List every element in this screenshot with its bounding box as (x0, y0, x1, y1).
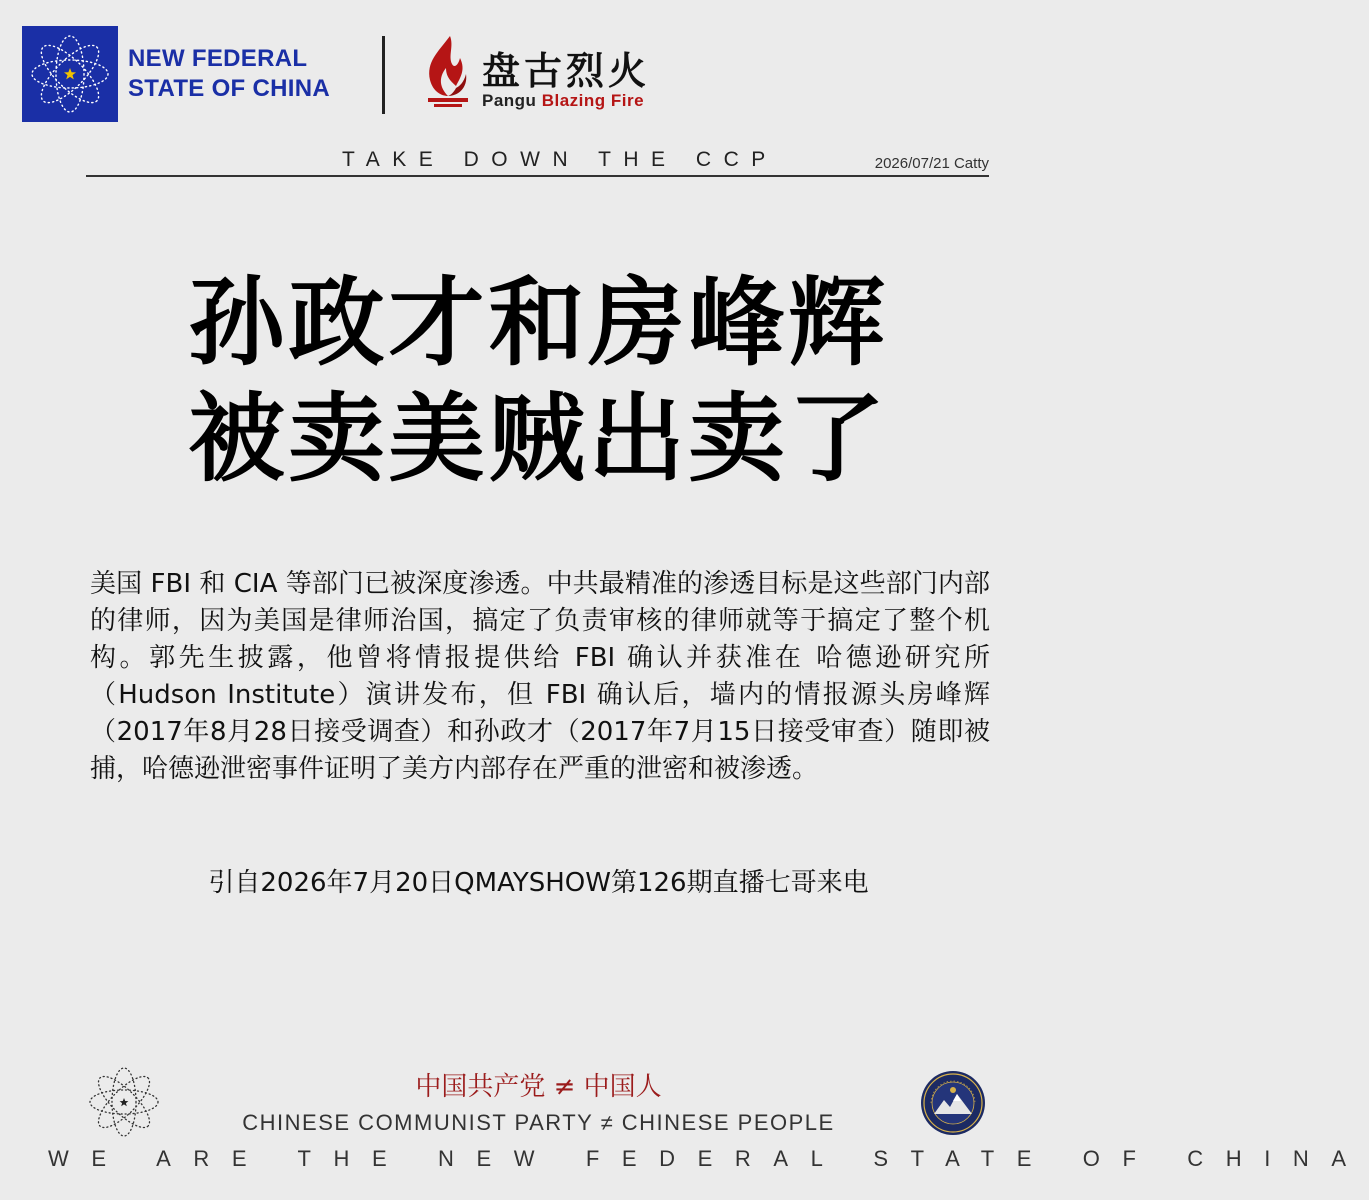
footer-slogan-cn: 中国共产党 ≠ 中国人 (415, 1072, 662, 1102)
body-paragraph: 美国 FBI 和 CIA 等部门已被深度渗透。中共最精准的渗透目标是这些部门内部的律师，因为美国是律师治国，搞定了负责审核的律师就等于搞定了整个机构。郭先生披露，他曾将情报提供给 FBI 确认并获准在 哈德逊研究所（Hudson Institute）演讲发布，但 FBI 确认后，墙内的情报源头房峰辉（2017年8月28日接受调查）和孙政才（2017年7月15日接受审查）随即被捕，哈德逊泄密事件证明了美方内部存在严重的泄密和被渗透。 (90, 569, 990, 784)
header-rule (86, 175, 989, 177)
headline-line2: 被卖美贼出卖了 (188, 383, 889, 495)
dateline: 2026/07/21 Catty (874, 155, 989, 172)
header-divider (382, 36, 385, 114)
org-name-line1: NEW FEDERAL (128, 45, 308, 72)
org-name (128, 44, 330, 104)
himalaya-los-angeles-badge-icon (920, 1070, 986, 1136)
org-name-line2: STATE OF CHINA (128, 75, 330, 102)
header-slogan: TAKE DOWN THE CCP (342, 148, 778, 171)
nfsc-flag-icon (22, 26, 118, 122)
footer-bottom-slogan: WE ARE THE NEW FEDERAL STATE OF CHINA (48, 1146, 1369, 1171)
pangu-title-en-part1: Pangu (482, 91, 537, 110)
pangu-title-en-part2: Blazing Fire (541, 91, 645, 110)
pangu-title-cn: 盘古烈火 (482, 48, 651, 93)
citation: 引自2026年7月20日QMAYSHOW第126期直播七哥来电 (208, 868, 869, 898)
headline-line1: 孙政才和房峰辉 (188, 267, 889, 379)
footer-slogan-en: CHINESE COMMUNIST PARTY ≠ CHINESE PEOPLE (242, 1110, 835, 1135)
pangu-title-en (482, 91, 644, 111)
pangu-flame-logo-icon (420, 34, 476, 110)
